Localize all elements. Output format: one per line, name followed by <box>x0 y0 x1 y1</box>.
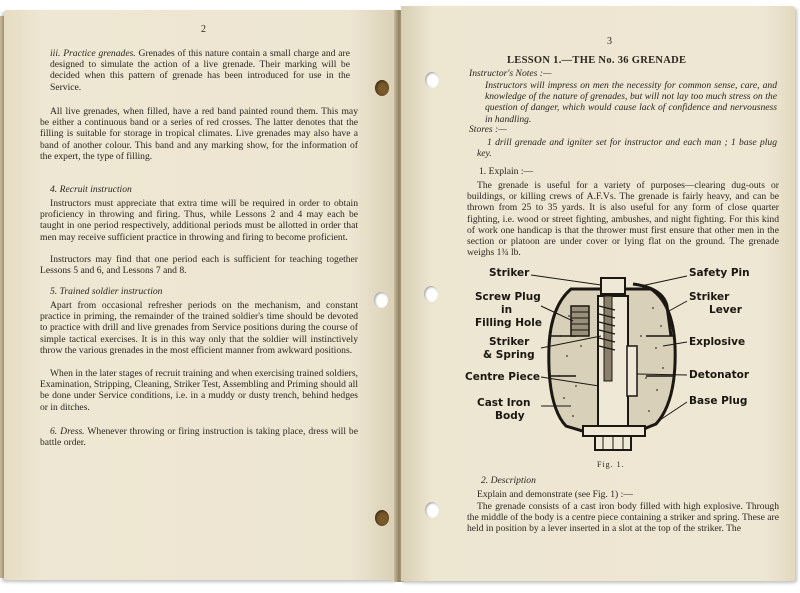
section-4-heading: 4. Recruit instruction <box>50 184 132 195</box>
binder-hole <box>375 80 389 96</box>
label-filling-hole: Filling Hole <box>475 317 542 329</box>
description-heading: 2. Description <box>481 475 536 486</box>
label-striker-spring-2: & Spring <box>483 349 535 361</box>
section-4-paragraph-2: Instructors may find that one period each is sufficient for teaching together Lessons 5 and 6, and Lessons 7 and 8. <box>40 254 358 277</box>
page-number: 2 <box>201 24 206 35</box>
left-page <box>4 10 397 580</box>
label-explosive: Explosive <box>689 336 746 348</box>
section-6 <box>40 426 358 448</box>
section-5-paragraph-1: Apart from occasional refresher periods on the mechanism, and constant practice in priming, the remainder of the trained soldier's time should be devoted to practice with drill and live grenades from Service positions during the course of simple tactical exercises. It is in this way only that the soldier will instinctively throw the various grenades in the most efficient manner from awkward positions. <box>40 300 358 356</box>
live-grenades-paragraph: All live grenades, when filled, have a red band painted round them. This may be either a continuous band or a series of red crosses. The latter denotes that the filling is suitable for storage in tropical climates. Live grenades may also have a band of another colour. This band and any marking show, for the information of the expert, the type of filling. <box>40 106 358 162</box>
label-detonator: Detonator <box>689 369 750 381</box>
lesson-title: LESSON 1.—THE No. 36 GRENADE <box>507 55 687 66</box>
section-4-paragraph-1: Instructors must appreciate that extra time will be required in order to obtain proficiency in throwing and firing. Thus, while Lessons 2 and 4 may each be taught in one period respectively, additional periods must be allotted in order that men may receive sufficient practice in throwing and firing to become proficient. <box>40 198 358 243</box>
explain-heading: 1. Explain :— <box>479 166 534 177</box>
explain-paragraph: The grenade is useful for a variety of purposes—clearing dug-outs or buildings, or killing crews of A.F.Vs. The grenade is fairly heavy, and can be thrown from 25 to 35 yards. It is also useful for any form of close quarter fighting, i.e. wood or street fighting, ambushes, and night fighting. For this kind of work one handicap is that the thrower must first ensure that other men in the section or platoon are under cover or lying flat on the ground. The grenade weighs 1¾ lb. <box>467 180 779 259</box>
section-6-text: Whenever throwing or firing instruction is taking place, dress will be battle order. <box>40 426 358 449</box>
label-centre-piece: Centre Piece <box>465 371 541 383</box>
item-iii-heading: iii. Practice grenades. <box>50 48 136 59</box>
label-base-plug: Base Plug <box>689 395 748 407</box>
label-screw-plug: Screw Plug <box>475 291 541 303</box>
label-striker-spring-1: Striker <box>489 336 530 348</box>
description-paragraph: The grenade consists of a cast iron body filled with high explosive. Through the middle of the body is a centre piece containing a striker and spring. These are held in position by a lever inserted in a slot at the top of the striker. The <box>467 501 779 535</box>
section-5-paragraph-2: When in the later stages of recruit training and when exercising trained soldiers, Examination, Stripping, Cleaning, Striker Test, Assembling and Priming should all be done under Service conditions, i.e. in a muddy or dusty trench, behind hedges or in ditches. <box>40 368 358 413</box>
item-iii <box>50 48 350 93</box>
stores-heading: Stores :— <box>469 124 507 135</box>
label-screw-plug-in: in <box>501 304 513 316</box>
open-booklet <box>4 0 798 590</box>
section-6-heading: 6. Dress. <box>50 426 85 437</box>
figure-caption: Fig. 1. <box>597 460 625 469</box>
section-5-heading: 5. Trained soldier instruction <box>50 286 163 297</box>
binder-hole <box>374 292 388 308</box>
label-striker-lever-1: Striker <box>689 291 730 303</box>
label-striker-lever-2: Lever <box>709 304 742 316</box>
binder-hole <box>375 510 389 526</box>
label-safety-pin: Safety Pin <box>689 267 750 279</box>
page-number: 3 <box>607 36 612 47</box>
item-iii-text: Grenades of this nature contain a small charge and are designed to simulate the action of a live grenade. Their marking will be decided when this pattern of grenade has been introduced for use in the Service. <box>50 48 350 93</box>
instructors-notes-text: Instructors will impress on men the necessity for common sense, care, and knowledge of the nature of grenades, but will not lay too much stress on the question of danger, which would cause lack of confidence and nervousness in handling. <box>485 80 777 125</box>
grenade-body <box>549 278 675 450</box>
description-intro: Explain and demonstrate (see Fig. 1) :— <box>477 489 633 500</box>
label-body: Body <box>495 410 525 422</box>
instructors-notes-heading: Instructor's Notes :— <box>469 68 552 79</box>
label-striker: Striker <box>489 267 530 279</box>
label-cast-iron: Cast Iron <box>477 397 531 409</box>
right-page <box>401 6 795 581</box>
stores-text: 1 drill grenade and igniter set for instructor and each man ; 1 base plug key. <box>477 137 777 160</box>
